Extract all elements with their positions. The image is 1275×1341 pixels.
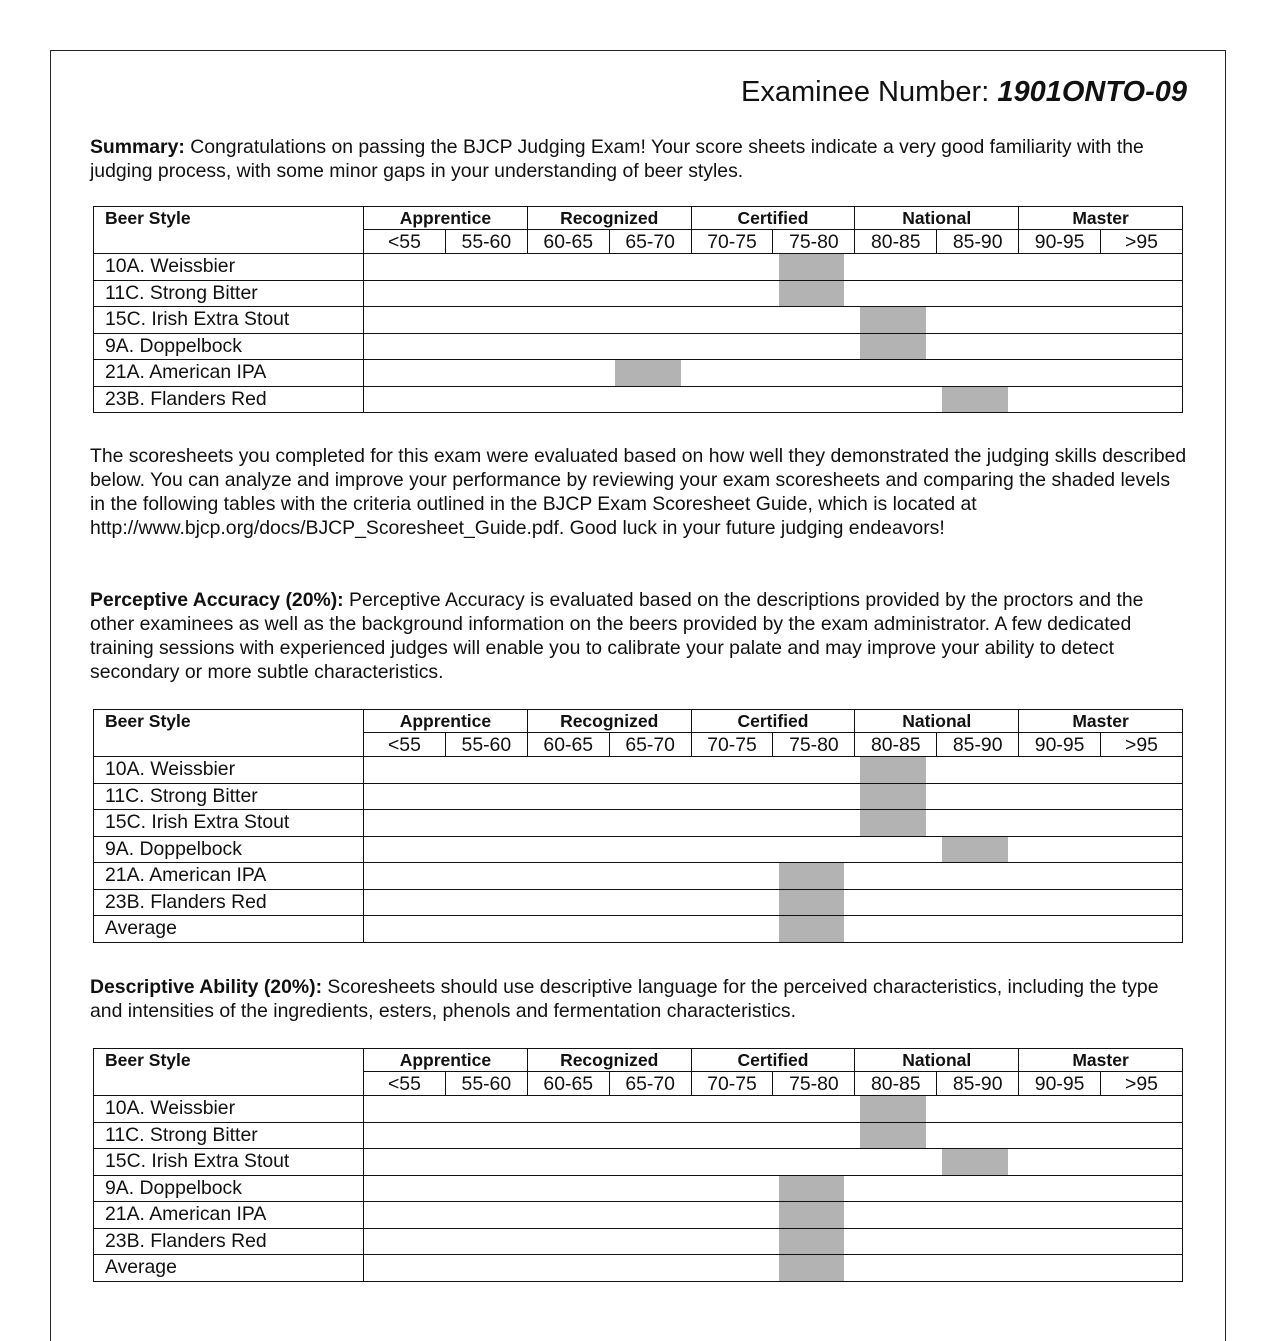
score-bar-cell <box>364 889 1183 916</box>
range-header: 80-85 <box>855 1072 937 1096</box>
level-header: National <box>855 207 1019 230</box>
table-row <box>94 1255 1183 1282</box>
level-header-row <box>94 710 1183 733</box>
score-shade-marker <box>860 1123 925 1149</box>
beer-style-cell: 11C. Strong Bitter <box>94 280 364 307</box>
range-header: 65-70 <box>609 733 691 757</box>
table-row <box>94 783 1183 810</box>
table-row <box>94 1149 1183 1176</box>
table-row <box>94 1175 1183 1202</box>
range-header: 70-75 <box>691 733 773 757</box>
range-header: <55 <box>364 230 446 254</box>
examinee-label: Examinee Number: <box>741 76 990 108</box>
score-shade-marker <box>860 810 925 836</box>
range-header: 65-70 <box>609 1072 691 1096</box>
level-header: Certified <box>691 710 855 733</box>
range-header: 55-60 <box>445 733 527 757</box>
score-shade-marker <box>942 837 1007 863</box>
score-shade-marker <box>860 334 925 360</box>
beer-style-cell: 9A. Doppelbock <box>94 836 364 863</box>
table-row <box>94 386 1183 413</box>
summary-table <box>93 206 1183 413</box>
score-shade-marker <box>779 1255 844 1281</box>
range-header: >95 <box>1101 230 1183 254</box>
score-shade-marker <box>779 254 844 280</box>
score-shade-marker <box>860 784 925 810</box>
table-row <box>94 1122 1183 1149</box>
table-row <box>94 333 1183 360</box>
table-row <box>94 1202 1183 1229</box>
range-header: 75-80 <box>773 230 855 254</box>
level-header: Master <box>1019 207 1183 230</box>
level-header-row <box>94 1049 1183 1072</box>
level-header: Apprentice <box>364 710 528 733</box>
range-header: 60-65 <box>527 230 609 254</box>
score-bar-cell <box>364 254 1183 281</box>
score-shade-marker <box>779 1229 844 1255</box>
score-shade-marker <box>779 281 844 307</box>
range-header: 90-95 <box>1019 230 1101 254</box>
range-header: 85-90 <box>937 230 1019 254</box>
score-bar-cell <box>364 1255 1183 1282</box>
score-shade-marker <box>942 387 1007 413</box>
score-bar-cell <box>364 1122 1183 1149</box>
examinee-number <box>741 76 1187 109</box>
level-header: Master <box>1019 1049 1183 1072</box>
range-header: 70-75 <box>691 1072 773 1096</box>
table-row <box>94 863 1183 890</box>
range-header: 65-70 <box>609 230 691 254</box>
range-header: 60-65 <box>527 1072 609 1096</box>
beer-style-cell: 23B. Flanders Red <box>94 889 364 916</box>
level-header: National <box>855 1049 1019 1072</box>
score-bar-cell <box>364 280 1183 307</box>
level-header: Certified <box>691 207 855 230</box>
range-header: <55 <box>364 1072 446 1096</box>
score-shade-marker <box>860 307 925 333</box>
level-header: Recognized <box>527 1049 691 1072</box>
score-bar-cell <box>364 1228 1183 1255</box>
table-row <box>94 307 1183 334</box>
range-header: 70-75 <box>691 230 773 254</box>
perceptive-paragraph <box>90 588 1190 684</box>
table-row <box>94 889 1183 916</box>
level-header: Recognized <box>527 710 691 733</box>
range-header: 55-60 <box>445 1072 527 1096</box>
level-header: Apprentice <box>364 1049 528 1072</box>
score-shade-marker <box>779 916 844 942</box>
score-bar-cell <box>364 1175 1183 1202</box>
table-row <box>94 810 1183 837</box>
level-header: National <box>855 710 1019 733</box>
range-header: 75-80 <box>773 733 855 757</box>
score-bar-cell <box>364 783 1183 810</box>
beer-style-header: Beer Style <box>94 710 364 757</box>
beer-style-cell: 15C. Irish Extra Stout <box>94 307 364 334</box>
table-row <box>94 1228 1183 1255</box>
score-bar-cell <box>364 810 1183 837</box>
score-shade-marker <box>779 890 844 916</box>
beer-style-cell: 9A. Doppelbock <box>94 333 364 360</box>
beer-style-cell: 21A. American IPA <box>94 863 364 890</box>
beer-style-cell: 11C. Strong Bitter <box>94 1122 364 1149</box>
beer-style-cell: 23B. Flanders Red <box>94 386 364 413</box>
level-header: Recognized <box>527 207 691 230</box>
beer-style-cell: 10A. Weissbier <box>94 1096 364 1123</box>
score-shade-marker <box>779 863 844 889</box>
score-bar-cell <box>364 916 1183 943</box>
descriptive-label: Descriptive Ability (20%): <box>90 976 323 998</box>
score-shade-marker <box>779 1176 844 1202</box>
range-header: 90-95 <box>1019 1072 1101 1096</box>
level-header: Master <box>1019 710 1183 733</box>
descriptive-text: Scoresheets should use descriptive language for the perceived characteristics, including the type and intensities of the ingredients, esters, phenols and fermentation characteristics. <box>90 976 1159 1022</box>
score-shade-marker <box>615 360 680 386</box>
table-row <box>94 254 1183 281</box>
examinee-id: 1901ONTO-09 <box>997 76 1187 108</box>
range-header: 80-85 <box>855 230 937 254</box>
score-bar-cell <box>364 386 1183 413</box>
table-row <box>94 360 1183 387</box>
summary-paragraph <box>90 135 1190 183</box>
intro-text: The scoresheets you completed for this exam were evaluated based on how well they demonstrated the judging skills described below. You can analyze and improve your performance by reviewing your exam scoresheets and comparing the shaded levels in the following tables with the criteria outlined in the BJCP Exam Scoresheet Guide, which is located at http://www.bjcp.org/docs/BJCP_Scoresheet_Guide.pdf. Good luck in your future judging endeavors! <box>90 445 1187 539</box>
table-row <box>94 757 1183 784</box>
score-bar-cell <box>364 1202 1183 1229</box>
beer-style-cell: 15C. Irish Extra Stout <box>94 810 364 837</box>
table-row <box>94 280 1183 307</box>
beer-style-cell: 15C. Irish Extra Stout <box>94 1149 364 1176</box>
beer-style-cell: 9A. Doppelbock <box>94 1175 364 1202</box>
range-header: 80-85 <box>855 733 937 757</box>
score-shade-marker <box>779 1202 844 1228</box>
beer-style-header: Beer Style <box>94 1049 364 1096</box>
range-header: >95 <box>1101 1072 1183 1096</box>
level-header: Certified <box>691 1049 855 1072</box>
descriptive-paragraph <box>90 975 1190 1023</box>
score-shade-marker <box>860 1096 925 1122</box>
range-header: 55-60 <box>445 230 527 254</box>
range-header: 90-95 <box>1019 733 1101 757</box>
score-bar-cell <box>364 333 1183 360</box>
descriptive-table <box>93 1048 1183 1282</box>
score-bar-cell <box>364 757 1183 784</box>
summary-label: Summary: <box>90 136 185 158</box>
range-header: >95 <box>1101 733 1183 757</box>
perceptive-table <box>93 709 1183 943</box>
beer-style-cell: 23B. Flanders Red <box>94 1228 364 1255</box>
beer-style-cell: 11C. Strong Bitter <box>94 783 364 810</box>
beer-style-cell: 10A. Weissbier <box>94 254 364 281</box>
perceptive-text: Perceptive Accuracy is evaluated based on the descriptions provided by the proctors and the other examinees as well as the background information on the beers provided by the exam administrator. A few dedicated training sessions with experienced judges will enable you to calibrate your palate and may improve your ability to detect secondary or more subtle characteristics. <box>90 589 1144 683</box>
beer-style-cell: Average <box>94 916 364 943</box>
score-bar-cell <box>364 360 1183 387</box>
score-shade-marker <box>942 1149 1007 1175</box>
beer-style-cell: 10A. Weissbier <box>94 757 364 784</box>
level-header-row <box>94 207 1183 230</box>
score-bar-cell <box>364 1149 1183 1176</box>
table-row <box>94 916 1183 943</box>
range-header: 85-90 <box>937 1072 1019 1096</box>
score-bar-cell <box>364 307 1183 334</box>
range-header: 85-90 <box>937 733 1019 757</box>
score-bar-cell <box>364 836 1183 863</box>
perceptive-label: Perceptive Accuracy (20%): <box>90 589 344 611</box>
beer-style-cell: 21A. American IPA <box>94 1202 364 1229</box>
beer-style-cell: Average <box>94 1255 364 1282</box>
level-header: Apprentice <box>364 207 528 230</box>
range-header: 60-65 <box>527 733 609 757</box>
range-header: 75-80 <box>773 1072 855 1096</box>
beer-style-header: Beer Style <box>94 207 364 254</box>
range-header: <55 <box>364 733 446 757</box>
table-row <box>94 836 1183 863</box>
score-bar-cell <box>364 1096 1183 1123</box>
summary-text: Congratulations on passing the BJCP Judging Exam! Your score sheets indicate a very good familiarity with the judging process, with some minor gaps in your understanding of beer styles. <box>90 136 1144 182</box>
score-bar-cell <box>364 863 1183 890</box>
table-row <box>94 1096 1183 1123</box>
intro-paragraph <box>90 444 1190 540</box>
score-shade-marker <box>860 757 925 783</box>
beer-style-cell: 21A. American IPA <box>94 360 364 387</box>
